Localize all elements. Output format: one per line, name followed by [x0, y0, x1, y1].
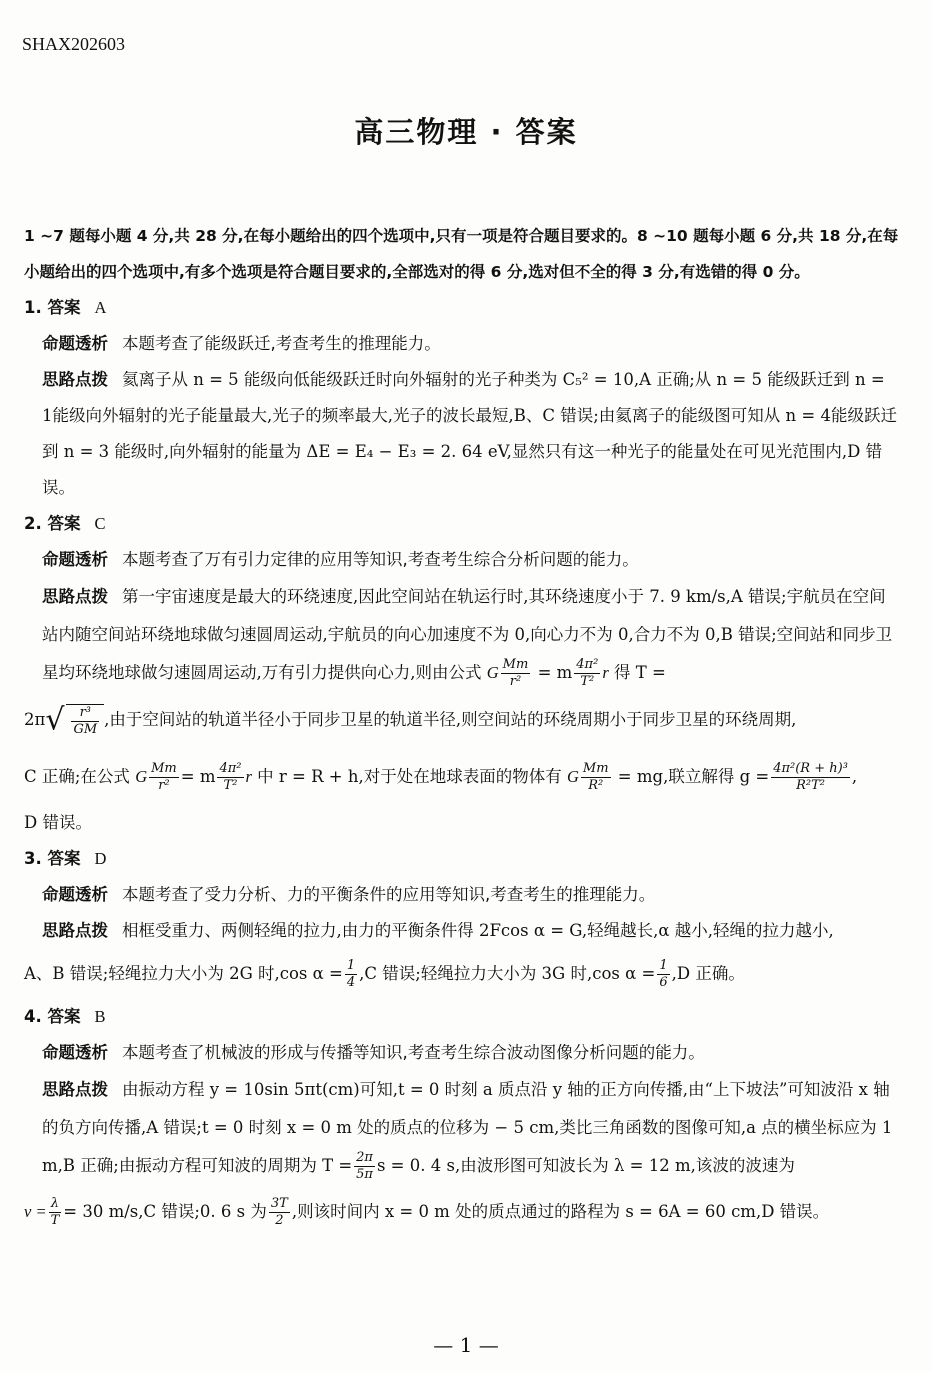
fraction: $\frac{\text{4π²}}{\text{T²}}$: [576, 657, 599, 689]
purpose-label: 命题透析: [42, 884, 108, 904]
answer-label: 答案: [47, 1006, 81, 1026]
answer-value: D: [94, 848, 107, 868]
fraction: $\frac{1}{6}$: [659, 957, 668, 990]
question-1: [24, 290, 900, 506]
hint-text: ,C 错误;轻绳拉力大小为 3G 时,cos α =: [359, 963, 656, 983]
answer-label: 答案: [47, 848, 81, 868]
document-code: SHAX202603: [22, 34, 126, 54]
formula-symbol: r: [602, 663, 609, 682]
hint-text: 第一宇宙速度是最大的环绕速度,因此空间站在轨运行时,其环绕速度小于 7. 9 km/s,A 错误;宇航员在空间站内随空间站环绕地球做匀速圆周运动,宇航员的向心加速度不为 0,向心力不为 0,合力不为 0,B 错误;空间站和同步卫星均环绕地球做匀速圆周运动,万有引力提供向心力,则由公式: [42, 587, 893, 682]
hint-text: = mg,联立解得 g =: [617, 766, 770, 786]
hint-text: ,由于空间站的轨道半径小于同步卫星的轨道半径,则空间站的环绕周期小于同步卫星的环绕周期,: [104, 710, 797, 729]
question-number: 2.: [24, 514, 42, 533]
answer-label: 答案: [47, 298, 81, 317]
hint-text: ,则该时间内 x = 0 m 处的质点通过的路程为 s = 6A = 60 cm,D 错误。: [291, 1201, 830, 1221]
hint-text: ,: [851, 766, 858, 786]
purpose-text: 本题考查了受力分析、力的平衡条件的应用等知识,考查考生的推理能力。: [122, 884, 656, 904]
fraction: $\frac{2\pi}{5\pi}$: [356, 1149, 373, 1182]
purpose-text: 本题考查了万有引力定律的应用等知识,考查考生综合分析问题的能力。: [122, 550, 639, 569]
purpose-text: 本题考查了机械波的形成与传播等知识,考查考生综合波动图像分析问题的能力。: [122, 1042, 705, 1062]
hint-text: v =: [24, 1201, 47, 1221]
hint-text: ,D 正确。: [671, 963, 745, 983]
answer-value: C: [94, 514, 106, 533]
fraction: $\frac{Mm}{\text{r²}}$: [502, 657, 529, 689]
question-4: [24, 999, 900, 1239]
hint-text: 由振动方程 y = 10sin 5πt(cm)可知,t = 0 时刻 a 质点沿 y 轴的正方向传播,由“上下坡法”可知波沿 x 轴的负方向传播,A 错误;t = 0 时刻 x = 0 m 处的质点的位移为 − 5 cm,类比三角函数的图像可知,a 点的横坐标应为 1 m,B 正确;由振动方程可知波的周期为 T =: [42, 1079, 893, 1175]
fraction: $\frac{Mm}{\text{R²}}$: [582, 760, 609, 793]
hint-text: 得 T =: [613, 663, 666, 682]
purpose-label: 命题透析: [42, 334, 108, 353]
hint-label: 思路点拨: [42, 370, 108, 389]
page-title: 高三物理 · 答案: [354, 115, 578, 149]
formula-text: = m: [180, 766, 216, 786]
answer-value: A: [94, 298, 107, 317]
answer-content: [24, 218, 900, 1239]
formula-symbol: G: [566, 766, 579, 786]
hint-text: 中 r = R + h,对于处在地球表面的物体有: [257, 766, 562, 786]
page-number: — 1 —: [433, 1333, 499, 1357]
answer-value: B: [94, 1006, 106, 1026]
formula-text: 2π: [24, 710, 46, 729]
fraction: $\frac{Mm}{\text{r²}}$: [151, 760, 177, 793]
fraction: $\frac{\text{4π²}}{\text{T²}}$: [219, 760, 242, 793]
sqrt-fraction: $\frac{\text{r³}}{GM}$: [66, 704, 104, 738]
hint-text: C 正确;在公式: [24, 766, 130, 786]
purpose-label: 命题透析: [42, 1042, 108, 1062]
question-3: [24, 841, 900, 999]
hint-label: 思路点拨: [42, 920, 108, 940]
purpose-label: 命题透析: [42, 550, 108, 569]
hint-text: D 错误。: [24, 812, 92, 832]
hint-text: 相框受重力、两侧轻绳的拉力,由力的平衡条件得 2Fcos α = G,轻绳越长,α 越小,轻绳的拉力越小,: [122, 920, 834, 940]
scoring-instructions: 1 ~7 题每小题 4 分,共 28 分,在每小题给出的四个选项中,只有一项是符合题目要求的。8 ~10 题每小题 6 分,共 18 分,在每小题给出的四个选项中,有多个选项是符合题目要求的,全部选对的得 6 分,选对但不全的得 3 分,有选错的得 0 分。: [24, 227, 899, 281]
formula-text: = m: [537, 663, 573, 682]
question-2: 2. 答案 C 命题透析 本题考查了万有引力定律的应用等知识,考查考生综合分析问题的能力。 思路点拨 第一宇宙速度是最大的环绕速度,因此空间站在轨运行时,其环绕速度小于 7. 9 km/s,A 错误;宇航员在空间站内随空间站环绕地球做匀速圆周运动,宇航员的向心加速度不为 0,向心力不为 0,合力不为 0,B 错误;空间站和同步卫星均环绕地球做匀速圆周运动,万有引力提供向心力,则由公式 G $\frac{Mm}{\text{r²}}$ = m $\frac{\text{4π²}}{\text{T²}}$ r 得 T = 2π√ $\frac{\text{r³}}{GM}$ ,由于空间站的轨道半径小于同步卫星的轨道半径,则空间站的环绕周期小于同步卫星的环绕周期, C 正确;在公式 G $\frac{Mm}{\text{r²}}$ = m $\frac{\text{4π²}}{\text{T²}}$ r 中 r = R + h,对于处在地球表面的物体有 G $\frac{Mm}{\text{R²}}$ = mg,联立解得 g = $\frac{\text{4π²(R + h)³}}{\text{R²T²}}$ , D 错误。: [24, 514, 893, 832]
fraction: $\frac{3T}{2}$: [270, 1195, 288, 1228]
formula-symbol: G: [486, 663, 499, 682]
question-number: 4.: [24, 1006, 42, 1026]
hint-text: A、B 错误;轻绳拉力大小为 2G 时,cos α =: [24, 963, 343, 983]
question-number: 1.: [24, 298, 42, 317]
question-number: 3.: [24, 848, 42, 868]
formula-symbol: G: [135, 766, 148, 786]
hint-label: 思路点拨: [42, 587, 108, 606]
hint-text: 氦离子从 n = 5 能级向低能级跃迁时向外辐射的光子种类为 C₅² = 10,A 正确;从 n = 5 能级跃迁到 n = 1能级向外辐射的光子能量最大,光子的频率最大,光子的波长最短,B、C 错误;由氦离子的能级图可知从 n = 4能级跃迁到 n = 3 能级时,向外辐射的能量为 ΔE = E₄ − E₃ = 2. 64 eV,显然只有这一种光子的能量处在可见光范围内,D 错误。: [42, 370, 897, 497]
hint-text: s = 0. 4 s,由波形图可知波长为 λ = 12 m,该波的波速为: [376, 1155, 795, 1175]
answer-label: 答案: [47, 514, 81, 533]
fraction: $\frac{\text{4π²(R + h)³}}{\text{R²T²}}$: [773, 760, 848, 793]
hint-label: 思路点拨: [42, 1079, 108, 1099]
fraction: $\frac{\lambda}{T}$: [50, 1195, 60, 1228]
hint-text: = 30 m/s,C 错误;0. 6 s 为: [63, 1201, 267, 1221]
purpose-text: 本题考查了能级跃迁,考查考生的推理能力。: [122, 334, 441, 353]
formula-symbol: r: [245, 766, 252, 786]
fraction: $\frac{1}{4}$: [346, 957, 356, 990]
